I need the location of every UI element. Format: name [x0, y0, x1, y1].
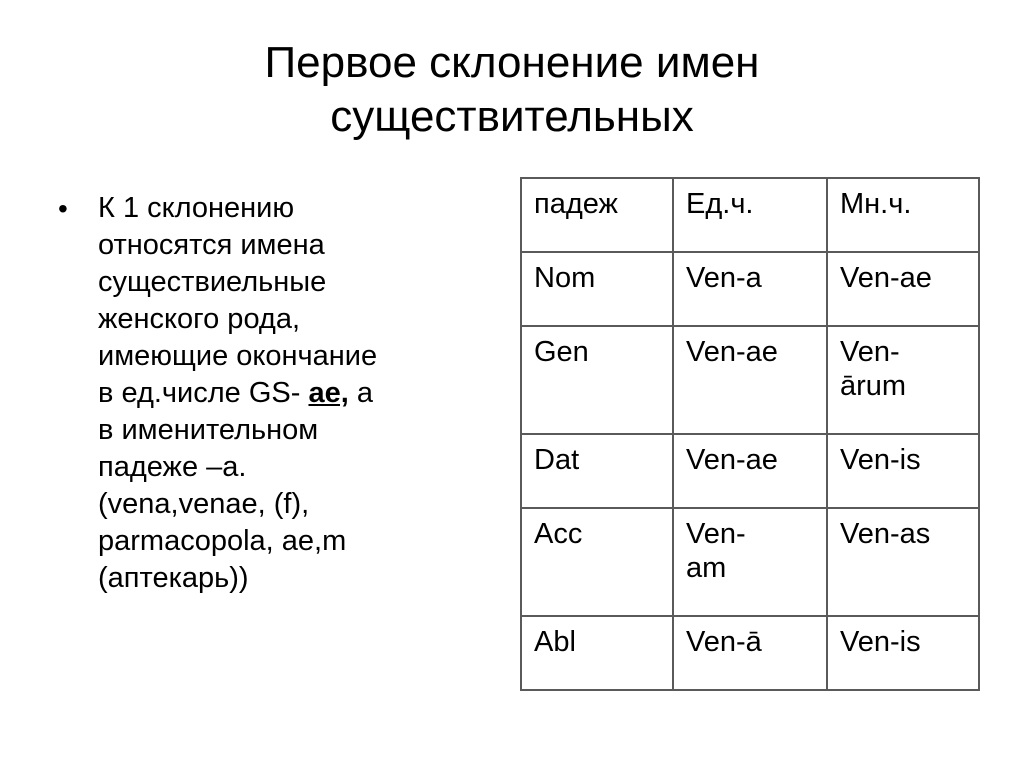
plural-cell: Ven-ae — [827, 252, 979, 326]
plural-part-2: ārum — [840, 370, 907, 402]
table-row — [521, 326, 979, 434]
bullet-line: относятся имена — [98, 229, 325, 261]
singular-cell: Ven-ae — [673, 434, 827, 508]
case-cell: Nom — [521, 252, 673, 326]
bullet-text — [98, 190, 498, 597]
singular-cell — [673, 508, 827, 616]
bullet-line: существиельные — [98, 266, 327, 298]
slide-title-line-2: существительных — [330, 92, 694, 141]
slide-title-line-1: Первое склонение имен — [264, 38, 760, 87]
plural-cell: Ven-is — [827, 434, 979, 508]
case-cell: Dat — [521, 434, 673, 508]
table-row — [521, 616, 979, 690]
bullet-line: (vena,venae, (f), — [98, 488, 310, 520]
gs-text: в ед.числе GS- — [98, 377, 301, 409]
header-cell-case: падеж — [521, 178, 673, 252]
case-cell: Acc — [521, 508, 673, 616]
bullet-line: (аптекарь)) — [98, 562, 249, 594]
table-header-row — [521, 178, 979, 252]
singular-cell: Ven-a — [673, 252, 827, 326]
plural-cell — [827, 326, 979, 434]
bullet-line: в именительном — [98, 414, 319, 446]
bullet-line: К 1 склонению — [98, 192, 295, 224]
singular-cell: Ven-ā — [673, 616, 827, 690]
singular-part-1: Ven- — [686, 518, 746, 550]
header-cell-singular: Ед.ч. — [673, 178, 827, 252]
table-row — [521, 252, 979, 326]
header-cell-plural: Мн.ч. — [827, 178, 979, 252]
singular-part-2: am — [686, 552, 727, 584]
declension-table — [520, 177, 980, 691]
plural-cell: Ven-as — [827, 508, 979, 616]
gs-ending-underlined: ae, — [308, 377, 349, 409]
table-row — [521, 508, 979, 616]
bullet-line: parmacopola, ae,m — [98, 525, 347, 557]
plural-part-1: Ven- — [840, 336, 900, 368]
bullet-line: падеже –а. — [98, 451, 247, 483]
bullet-line-gs — [98, 375, 498, 412]
case-cell: Abl — [521, 616, 673, 690]
bullet-marker: • — [58, 193, 68, 224]
slide-title — [0, 36, 1024, 144]
bullet-line: женского рода, — [98, 303, 301, 335]
bullet-line: имеющие окончание — [98, 340, 378, 372]
table-row — [521, 434, 979, 508]
singular-cell: Ven-ae — [673, 326, 827, 434]
gs-tail: a — [356, 377, 373, 409]
case-cell: Gen — [521, 326, 673, 434]
plural-cell: Ven-is — [827, 616, 979, 690]
